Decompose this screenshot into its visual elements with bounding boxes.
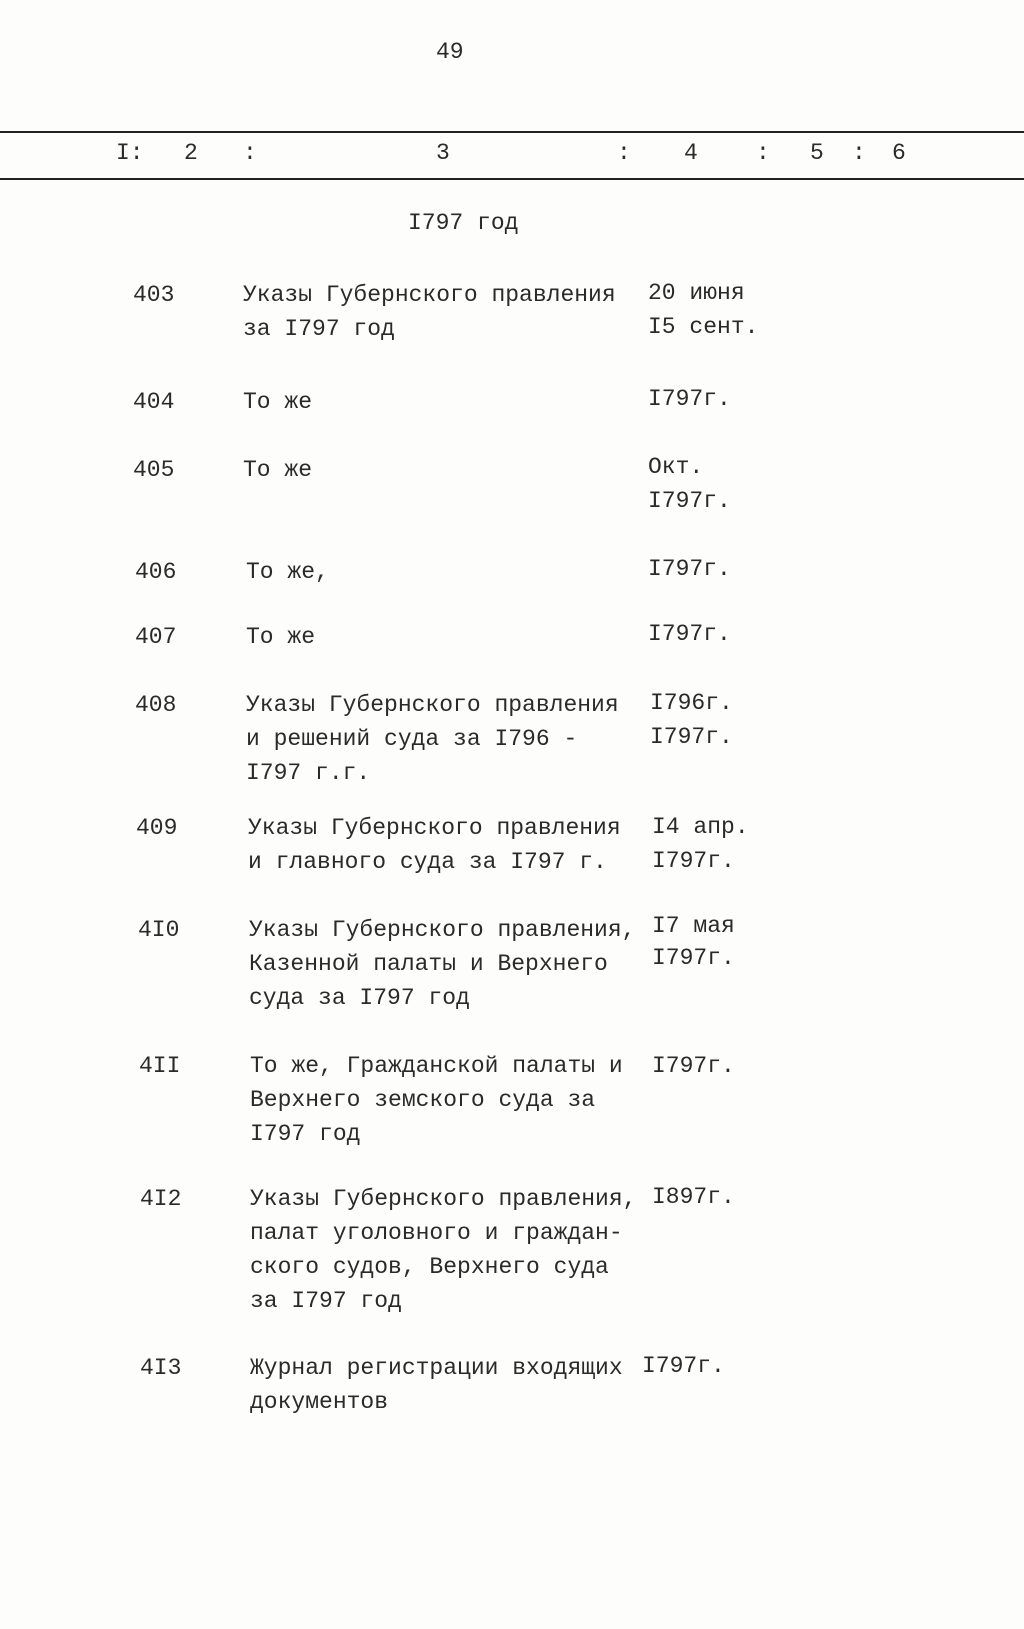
entry-description: То же, Гражданской палаты и (250, 1053, 623, 1079)
column-separator: : (243, 140, 257, 166)
entry-number: 4I3 (140, 1355, 182, 1381)
entry-number: 4I0 (138, 917, 180, 943)
entry-date: I796г. (650, 690, 733, 716)
entry-date: I797г. (652, 945, 735, 971)
column-separator: : (852, 140, 866, 166)
entry-description: То же (243, 457, 313, 483)
entry-number: 409 (136, 815, 178, 841)
entry-description: за I797 год (243, 316, 395, 342)
column-header-1: I: (116, 140, 144, 166)
column-separator: : (756, 140, 770, 166)
entry-description: и решений суда за I796 - (246, 726, 578, 752)
entry-description: и главного суда за I797 г. (248, 849, 607, 875)
header-top-rule (0, 131, 1024, 133)
entry-number: 404 (133, 389, 175, 415)
entry-number: 405 (133, 457, 175, 483)
entry-description: Верхнего земского суда за (250, 1087, 596, 1113)
entry-date: I897г. (652, 1184, 735, 1210)
entry-date: I797г. (648, 488, 731, 514)
entry-description: То же (243, 389, 313, 415)
section-title: I797 год (408, 210, 519, 236)
entry-description: Указы Губернского правления (248, 815, 621, 841)
entry-description: за I797 год (250, 1288, 402, 1314)
entry-date: I797г. (650, 724, 733, 750)
entry-number: 403 (133, 282, 175, 308)
entry-description: Указы Губернского правления, (250, 1186, 637, 1212)
entry-date: 20 июня (648, 280, 745, 306)
entry-description: I797 год (250, 1121, 361, 1147)
entry-date: I4 апр. (652, 814, 749, 840)
entry-description: Журнал регистрации входящих (250, 1355, 623, 1381)
page-number: 49 (436, 39, 464, 65)
entry-description: Указы Губернского правления, (249, 917, 636, 943)
entry-date: I797г. (652, 1053, 735, 1079)
entry-description: Указы Губернского правления (243, 282, 616, 308)
entry-description: I797 г.г. (246, 760, 371, 786)
column-separator: : (617, 140, 631, 166)
entry-description: Казенной палаты и Верхнего (249, 951, 608, 977)
entry-number: 407 (135, 624, 177, 650)
header-bottom-rule (0, 178, 1024, 180)
entry-date: I7 мая (652, 913, 735, 939)
entry-description: То же (246, 624, 316, 650)
entry-date: I797г. (642, 1353, 725, 1379)
entry-date: I797г. (648, 386, 731, 412)
column-header-3: 3 (436, 140, 450, 166)
entry-date: I797г. (652, 848, 735, 874)
entry-description: ского судов, Верхнего суда (250, 1254, 609, 1280)
entry-number: 4II (139, 1053, 181, 1079)
column-header-4: 4 (684, 140, 698, 166)
entry-date: I797г. (648, 621, 731, 647)
entry-description: То же, (246, 559, 329, 585)
entry-description: Указы Губернского правления (246, 692, 619, 718)
entry-description: суда за I797 год (249, 985, 470, 1011)
entry-description: палат уголовного и граждан- (250, 1220, 623, 1246)
column-header-5: 5 (810, 140, 824, 166)
entry-date: I5 сент. (648, 314, 759, 340)
entry-number: 4I2 (140, 1186, 182, 1212)
column-header-2: 2 (184, 140, 198, 166)
entry-number: 408 (135, 692, 177, 718)
entry-number: 406 (135, 559, 177, 585)
entry-description: документов (250, 1389, 389, 1415)
entry-date: Окт. (648, 454, 704, 480)
entry-date: I797г. (648, 556, 731, 582)
column-header-6: 6 (892, 140, 906, 166)
